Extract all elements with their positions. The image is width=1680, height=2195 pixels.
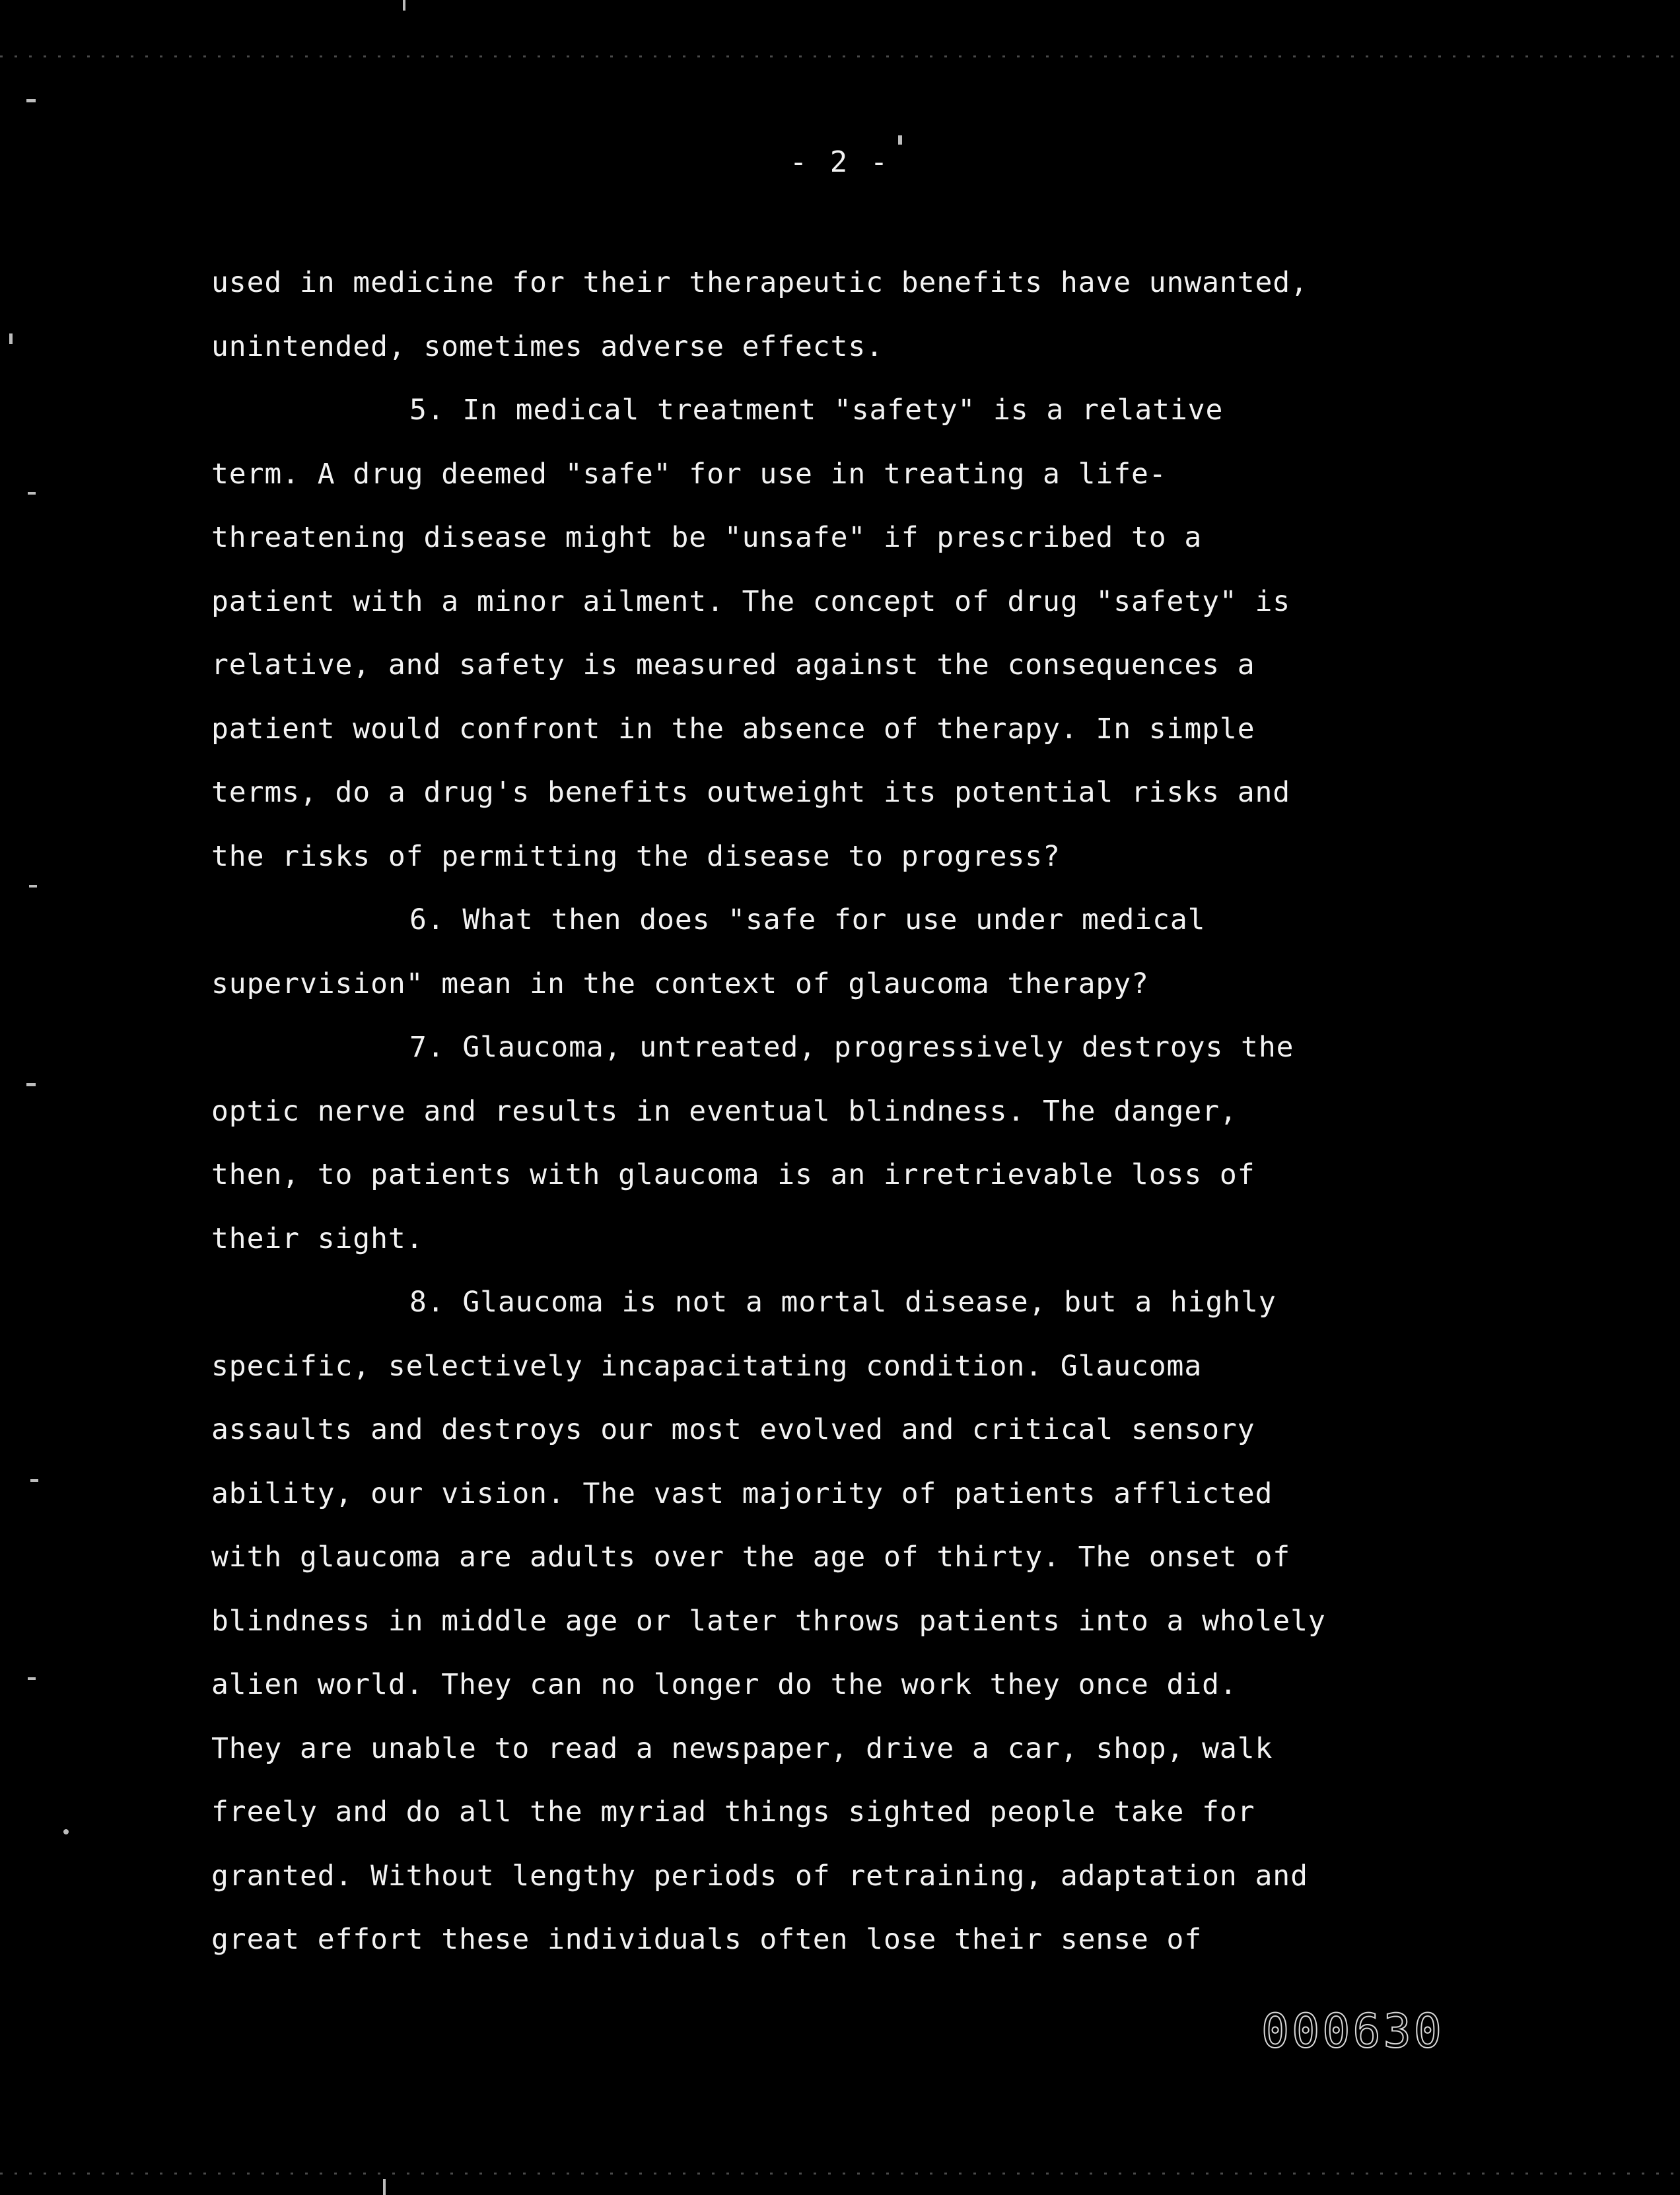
text-line: then, to patients with glaucoma is an irretrievable loss of — [211, 1158, 1255, 1191]
document-body — [211, 251, 1499, 1972]
scan-speck — [29, 885, 37, 888]
text-line: with glaucoma are adults over the age of thirty. The onset of — [211, 1541, 1291, 1574]
text-line: used in medicine for their therapeutic benefits have unwanted, — [211, 266, 1308, 299]
paragraph-5-start: 5. In medical treatment "safety" is a relative — [409, 394, 1224, 427]
scan-speck — [28, 492, 36, 495]
text-line: their sight. — [211, 1222, 424, 1255]
scan-top-edge — [0, 55, 1680, 57]
text-line: supervision" mean in the context of glaucoma therapy? — [211, 967, 1149, 1000]
scan-speck — [26, 99, 36, 102]
paragraph-7-start: 7. Glaucoma, untreated, progressively destroys the — [409, 1031, 1294, 1064]
scan-speck — [403, 0, 405, 11]
scan-speck — [898, 135, 902, 145]
text-line: granted. Without lengthy periods of retraining, adaptation and — [211, 1859, 1308, 1893]
paragraph-8-start: 8. Glaucoma is not a mortal disease, but a highly — [409, 1286, 1277, 1319]
scan-speck — [28, 1677, 36, 1680]
text-line: patient with a minor ailment. The concept of drug "safety" is — [211, 584, 1291, 618]
text-line: terms, do a drug's benefits outweight its potential risks and — [211, 776, 1291, 809]
text-line: assaults and destroys our most evolved and critical sensory — [211, 1413, 1255, 1446]
scan-speck — [63, 1829, 69, 1834]
scan-speck — [26, 1083, 36, 1086]
text-line: unintended, sometimes adverse effects. — [211, 330, 884, 363]
text-line: relative, and safety is measured against the consequences a — [211, 648, 1255, 681]
text-line: alien world. They can no longer do the work they once did. — [211, 1668, 1238, 1701]
text-line: ability, our vision. The vast majority of patients afflicted — [211, 1477, 1273, 1510]
text-line: term. A drug deemed "safe" for use in treating a life- — [211, 457, 1167, 491]
scan-speck — [9, 333, 13, 344]
text-line: blindness in middle age or later throws patients into a wholely — [211, 1604, 1326, 1638]
text-line: great effort these individuals often lose their sense of — [211, 1923, 1203, 1956]
scan-speck — [383, 2179, 386, 2195]
scan-bottom-edge — [0, 2173, 1680, 2175]
text-line: optic nerve and results in eventual blindness. The danger, — [211, 1094, 1238, 1128]
text-line: freely and do all the myriad things sighted people take for — [211, 1795, 1255, 1829]
text-line: They are unable to read a newspaper, drive a car, shop, walk — [211, 1731, 1273, 1765]
text-line: threatening disease might be "unsafe" if prescribed to a — [211, 521, 1203, 554]
page-number: - 2 - — [789, 145, 891, 179]
scan-speck — [30, 1479, 38, 1482]
text-line: patient would confront in the absence of therapy. In simple — [211, 712, 1255, 746]
text-line: specific, selectively incapacitating condition. Glaucoma — [211, 1349, 1203, 1383]
bates-number: 000630 — [1261, 2004, 1444, 2058]
paragraph-6-start: 6. What then does "safe for use under medical — [409, 903, 1206, 936]
text-line: the risks of permitting the disease to progress? — [211, 839, 1061, 873]
